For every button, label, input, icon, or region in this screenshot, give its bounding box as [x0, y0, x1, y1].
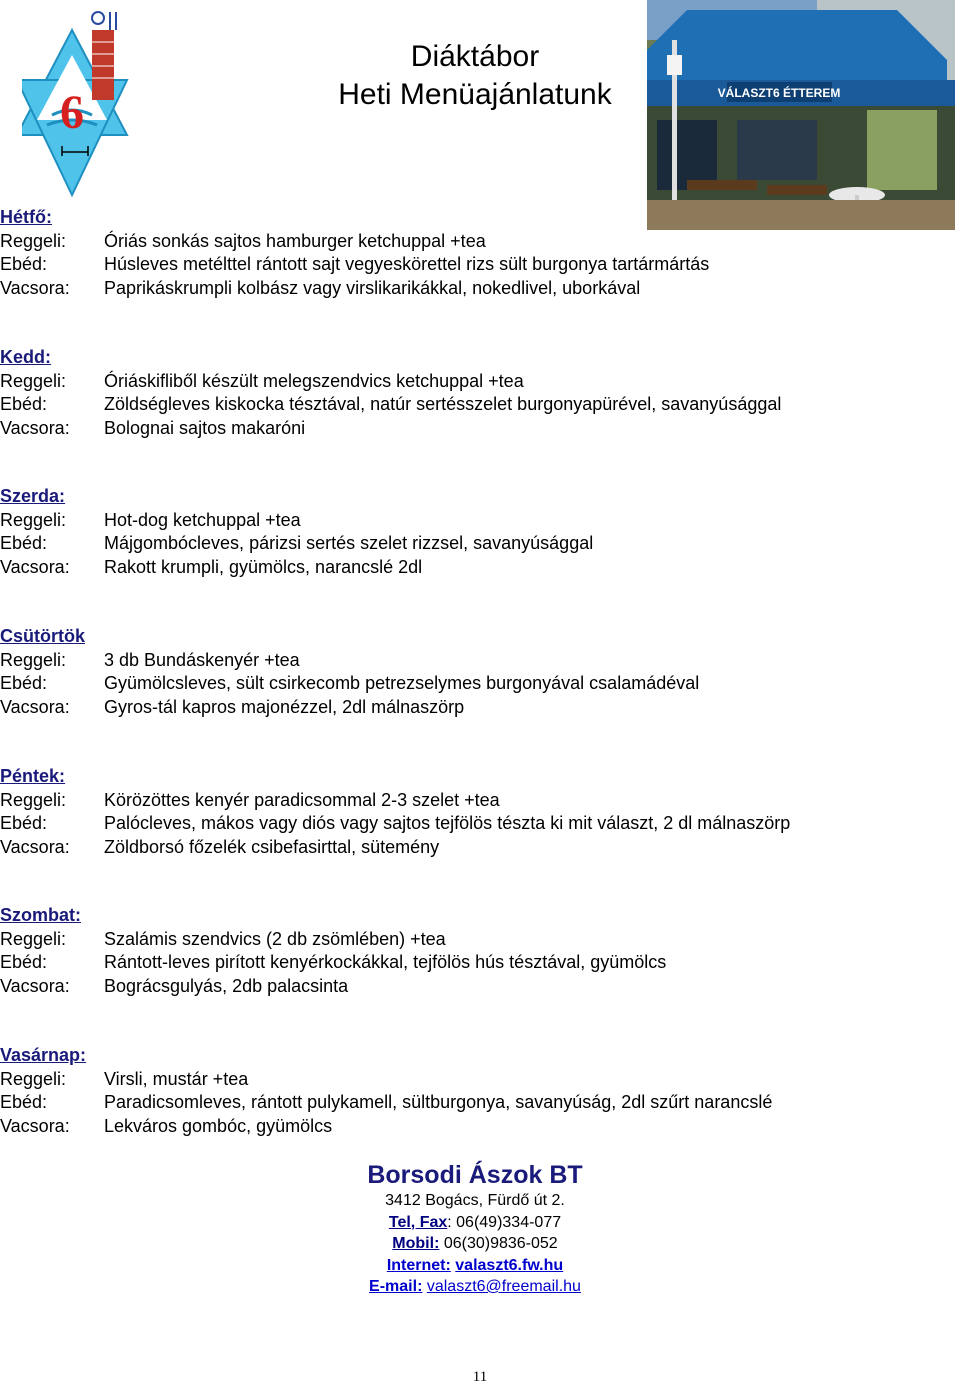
day-block-thursday — [0, 625, 960, 719]
meal-label: Vacsora: — [0, 696, 70, 717]
meal-row-lunch — [0, 812, 960, 836]
day-name: Szerda: — [0, 486, 66, 506]
meal-label: Vacsora: — [0, 277, 70, 298]
meal-text: Gyros-tál kapros majonézzel, 2dl málnaszörp — [104, 696, 465, 717]
internet-label: Internet: — [386, 1256, 451, 1274]
logo-number: 6 — [60, 86, 84, 139]
day-block-saturday — [0, 904, 960, 998]
email-link[interactable]: valaszt6@freemail.hu — [426, 1278, 581, 1295]
meal-row-dinner — [0, 975, 960, 999]
meal-row-breakfast — [0, 509, 960, 533]
meal-row-lunch — [0, 532, 960, 556]
meal-row-dinner — [0, 696, 960, 720]
email-label: E-mail: — [369, 1278, 423, 1295]
meal-text: Rakott krumpli, gyümölcs, narancslé 2dl — [104, 556, 423, 577]
meal-label: Vacsora: — [0, 836, 70, 857]
meal-text: Hot-dog ketchuppal +tea — [104, 509, 301, 530]
meal-row-lunch — [0, 951, 960, 975]
meal-label: Vacsora: — [0, 1115, 70, 1136]
meal-row-lunch — [0, 1091, 960, 1115]
meal-row-breakfast — [0, 649, 960, 673]
meal-text: Gyümölcsleves, sült csirkecomb petrezselymes burgonyával csalamádéval — [104, 673, 700, 693]
title-line-2: Heti Menüajánlatunk — [338, 78, 612, 111]
meal-row-dinner — [0, 277, 960, 301]
meal-row-lunch — [0, 253, 960, 277]
meal-label: Reggeli: — [0, 928, 67, 949]
day-name: Kedd: — [0, 347, 51, 367]
website-link[interactable]: valaszt6.fw.hu — [455, 1256, 564, 1274]
email-line — [260, 1276, 690, 1298]
day-name: Szombat: — [0, 905, 81, 925]
meal-text: Lekváros gombóc, gyümölcs — [104, 1115, 333, 1136]
meal-label: Vacsora: — [0, 556, 70, 577]
meal-label: Reggeli: — [0, 370, 67, 391]
meal-label: Ebéd: — [0, 254, 48, 274]
meal-text: Paprikáskrumpli kolbász vagy virslikarikákkal, nokedlivel, uborkával — [104, 277, 641, 298]
meal-text: Virsli, mustár +tea — [104, 1068, 249, 1089]
day-block-wednesday — [0, 485, 960, 579]
phone-value: : 06(49)334-077 — [447, 1213, 562, 1231]
meal-label: Ebéd: — [0, 952, 48, 972]
day-name: Péntek: — [0, 766, 66, 786]
meal-row-dinner — [0, 1115, 960, 1139]
company-contact — [260, 1160, 690, 1298]
day-block-sunday — [0, 1044, 960, 1138]
meal-row-lunch — [0, 672, 960, 696]
photo-sign: VÁLASZT6 ÉTTEREM — [717, 86, 841, 100]
meal-label: Ebéd: — [0, 394, 48, 414]
meal-label: Ebéd: — [0, 673, 48, 693]
mobile-value: 06(30)9836-052 — [439, 1235, 558, 1252]
meal-text: 3 db Bundáskenyér +tea — [104, 649, 300, 670]
mobile-label: Mobil: — [392, 1235, 440, 1252]
meal-row-breakfast — [0, 1068, 960, 1092]
meal-text: Zöldségleves kiskocka tésztával, natúr sertésszelet burgonyapürével, savanyúsággal — [104, 394, 782, 414]
meal-label: Reggeli: — [0, 230, 67, 251]
meal-text: Paradicsomleves, rántott pulykamell, sültburgonya, savanyúság, 2dl szűrt narancslé — [104, 1092, 773, 1112]
phone-line — [260, 1212, 690, 1234]
meal-text: Óriáskifliből készült melegszendvics ketchuppal +tea — [104, 370, 524, 391]
title-line-1: Diáktábor — [410, 40, 540, 73]
meal-row-dinner — [0, 836, 960, 860]
meal-row-dinner — [0, 556, 960, 580]
meal-row-breakfast — [0, 928, 960, 952]
day-block-tuesday — [0, 346, 960, 440]
internet-line — [260, 1255, 690, 1277]
meal-row-breakfast — [0, 370, 960, 394]
meal-row-dinner — [0, 417, 960, 441]
day-name: Csütörtök — [0, 626, 85, 646]
meal-label: Ebéd: — [0, 813, 48, 833]
meal-row-lunch — [0, 393, 960, 417]
meal-text: Bolognai sajtos makaróni — [104, 417, 306, 438]
restaurant-photo — [647, 0, 955, 230]
meal-text: Óriás sonkás sajtos hamburger ketchuppal +tea — [104, 230, 486, 251]
company-address: 3412 Bogács, Fürdő út 2. — [385, 1192, 565, 1209]
meal-label: Reggeli: — [0, 649, 67, 670]
meal-row-breakfast — [0, 789, 960, 813]
meal-text: Rántott-leves pirított kenyérkockákkal, tejfölös hús tésztával, gyümölcs — [104, 952, 667, 972]
meal-label: Reggeli: — [0, 789, 67, 810]
day-block-monday — [0, 206, 960, 300]
page-title — [300, 38, 650, 114]
meal-label: Vacsora: — [0, 975, 70, 996]
day-name: Vasárnap: — [0, 1045, 87, 1065]
meal-text: Szalámis szendvics (2 db zsömlében) +tea — [104, 928, 446, 949]
meal-label: Reggeli: — [0, 1068, 67, 1089]
meal-row-breakfast — [0, 230, 960, 254]
day-block-friday — [0, 765, 960, 859]
page-number: 11 — [472, 1369, 488, 1385]
meal-text: Húsleves metélttel rántott sajt vegyeskörettel rizs sült burgonya tartármártás — [104, 254, 710, 274]
meal-text: Bográcsgulyás, 2db palacsinta — [104, 975, 349, 996]
meal-label: Ebéd: — [0, 1092, 48, 1112]
mobile-line — [260, 1233, 690, 1255]
meal-label: Ebéd: — [0, 533, 48, 553]
day-name: Hétfő: — [0, 207, 52, 227]
meal-text: Palócleves, mákos vagy diós vagy sajtos tejfölös tészta ki mit választ, 2 dl málnaszörp — [104, 813, 791, 833]
meal-text: Májgombócleves, párizsi sertés szelet rizzsel, savanyúsággal — [104, 533, 594, 553]
phone-label: Tel, Fax — [388, 1213, 448, 1231]
company-name: Borsodi Ászok BT — [367, 1161, 583, 1189]
meal-text: Zöldborsó főzelék csibefasirttal, sütemény — [104, 836, 440, 857]
meal-text: Körözöttes kenyér paradicsommal 2-3 szelet +tea — [104, 789, 500, 810]
meal-label: Reggeli: — [0, 509, 67, 530]
meal-label: Vacsora: — [0, 417, 70, 438]
logo — [22, 10, 142, 200]
